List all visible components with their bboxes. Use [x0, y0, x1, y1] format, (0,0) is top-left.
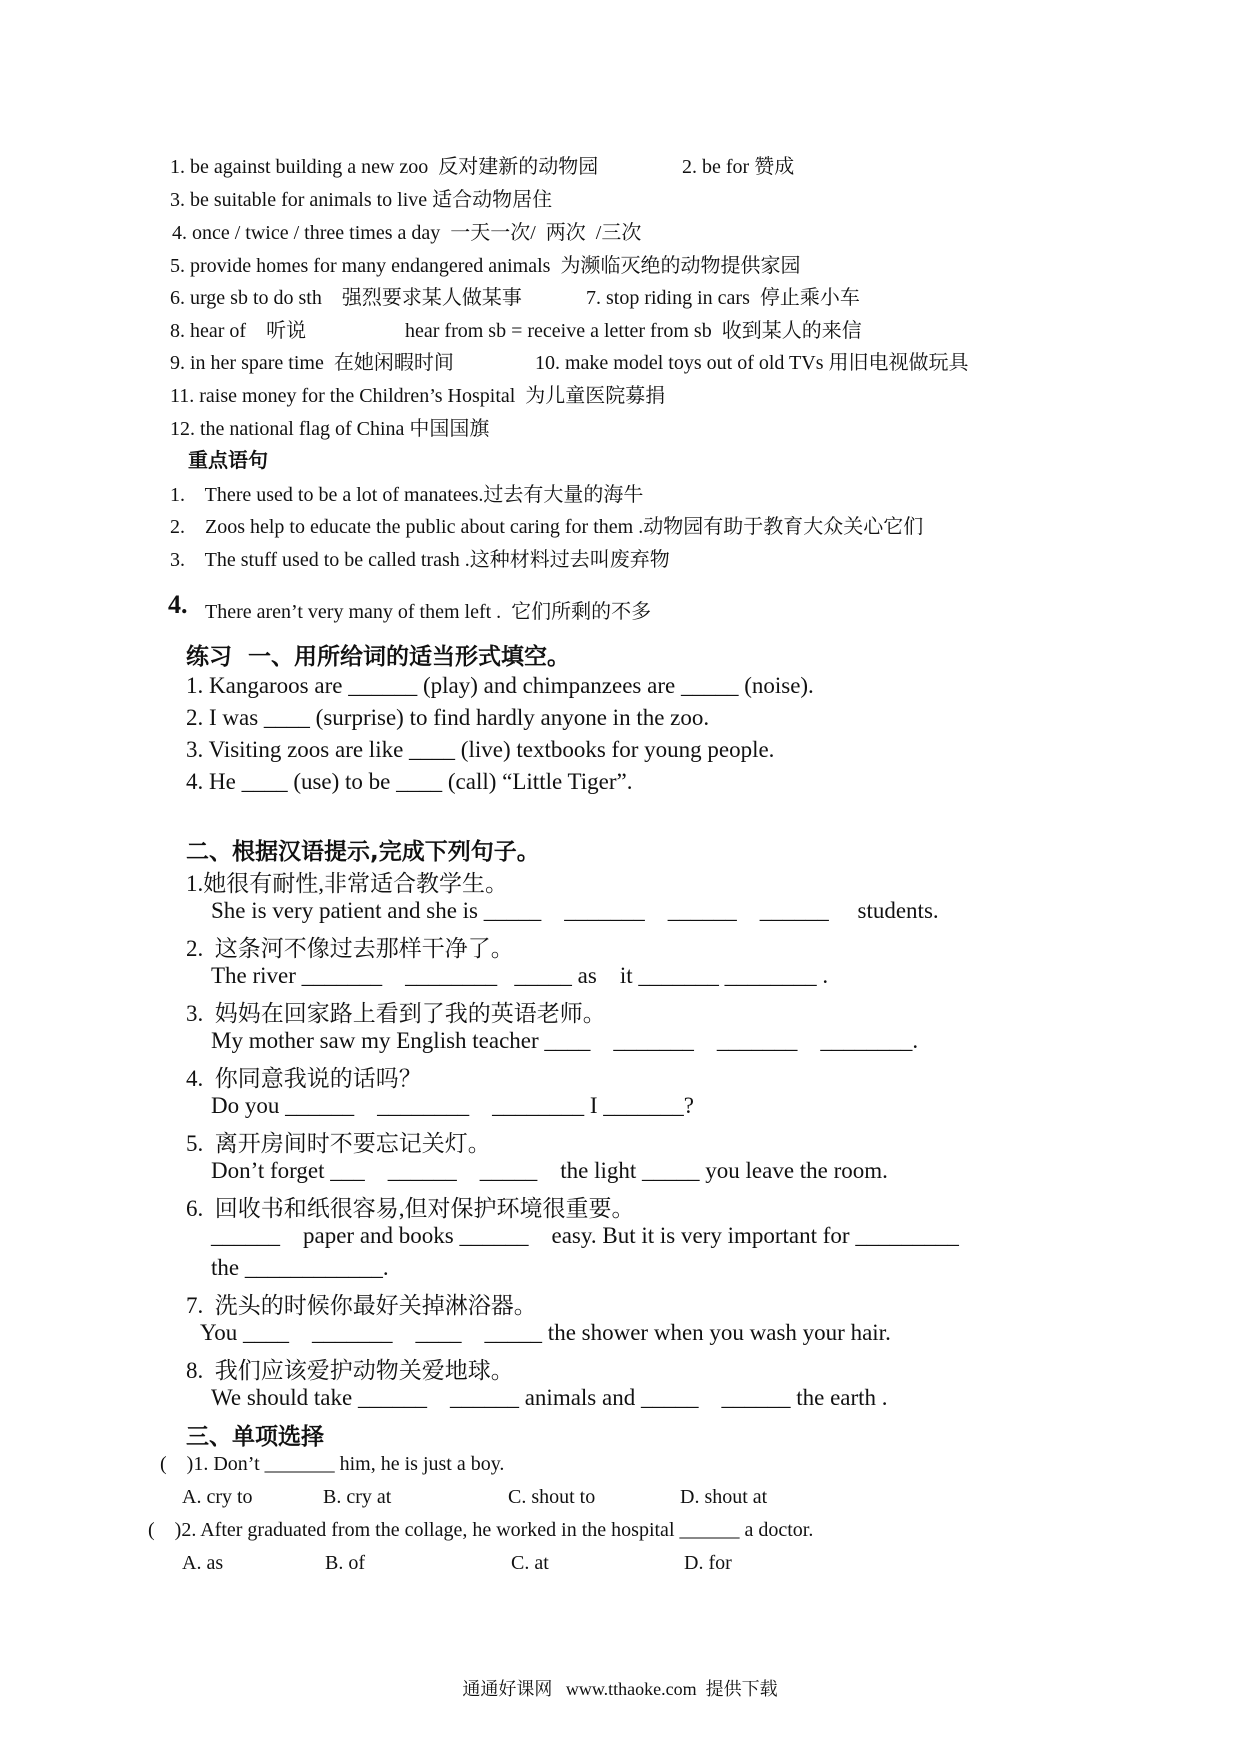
- exercise-2-q6-english-cont: the ____________.: [211, 1255, 389, 1280]
- exercise-1-heading: 练习 一、用所给词的适当形式填空。: [186, 644, 571, 670]
- exercise-1-q3: 3. Visiting zoos are like ____ (live) textbooks for young people.: [186, 737, 775, 762]
- key-sentence-1: 1. There used to be a lot of manatees.过去有大量的海牛: [170, 484, 644, 506]
- exercise-2-q7-chinese: 7. 洗头的时候你最好关掉淋浴器。: [186, 1293, 537, 1318]
- phrase-8a: 8. hear of 听说: [170, 320, 307, 342]
- exercise-3-heading: 三、单项选择: [186, 1424, 324, 1450]
- exercise-2-q7-english: You ____ _______ ____ _____ the shower when you wash your hair.: [200, 1320, 891, 1345]
- exercise-2-q1-chinese: 1.她很有耐性,非常适合教学生。: [186, 871, 508, 896]
- exercise-3-q1-option-b: B. cry at: [323, 1486, 392, 1508]
- key-sentence-2: 2. Zoos help to educate the public about caring for them .动物园有助于教育大众关心它们: [170, 516, 924, 538]
- exercise-1-q2: 2. I was ____ (surprise) to find hardly anyone in the zoo.: [186, 705, 710, 730]
- exercise-2-q4-english: Do you ______ ________ ________ I _______?: [211, 1093, 694, 1118]
- exercise-3-q2-option-a: A. as: [182, 1552, 224, 1574]
- phrase-6: 6. urge sb to do sth 强烈要求某人做某事: [170, 287, 522, 309]
- exercise-3-q2: ( )2. After graduated from the collage, he worked in the hospital ______ a doctor.: [148, 1519, 814, 1541]
- phrase-8b: hear from sb = receive a letter from sb 收到某人的来信: [405, 320, 862, 342]
- key-sentence-4-number: 4.: [168, 590, 188, 619]
- phrase-1: 1. be against building a new zoo 反对建新的动物园: [170, 156, 599, 178]
- exercise-3-q2-option-b: B. of: [325, 1552, 365, 1574]
- phrase-11: 11. raise money for the Children’s Hospital 为儿童医院募捐: [170, 385, 666, 407]
- phrase-2: 2. be for 赞成: [682, 156, 795, 178]
- key-sentence-4: There aren’t very many of them left . 它们所剩的不多: [205, 601, 652, 623]
- exercise-2-q3-english: My mother saw my English teacher ____ _______ _______ ________.: [211, 1028, 919, 1053]
- exercise-2-q2-english: The river _______ ________ _____ as it _______ ________ .: [211, 963, 829, 988]
- phrase-3: 3. be suitable for animals to live 适合动物居住: [170, 189, 553, 211]
- exercise-2-q6-chinese: 6. 回收书和纸很容易,但对保护环境很重要。: [186, 1196, 635, 1221]
- exercise-1-q1: 1. Kangaroos are ______ (play) and chimpanzees are _____ (noise).: [186, 673, 814, 698]
- phrase-9: 9. in her spare time 在她闲暇时间: [170, 352, 454, 374]
- phrase-4: 4. once / twice / three times a day 一天一次/ 两次 /三次: [172, 222, 642, 244]
- footer-credit: 通通好课网 www.tthaoke.com 提供下载: [462, 1679, 778, 1699]
- exercise-3-q2-option-c: C. at: [511, 1552, 549, 1574]
- exercise-2-q5-english: Don’t forget ___ ______ _____ the light _____ you leave the room.: [211, 1158, 888, 1183]
- exercise-2-q2-chinese: 2. 这条河不像过去那样干净了。: [186, 936, 514, 961]
- exercise-1-q4: 4. He ____ (use) to be ____ (call) “Little Tiger”.: [186, 769, 633, 794]
- exercise-2-q8-english: We should take ______ ______ animals and _____ ______ the earth .: [211, 1385, 888, 1410]
- phrase-12: 12. the national flag of China 中国国旗: [170, 418, 490, 440]
- exercise-2-q3-chinese: 3. 妈妈在回家路上看到了我的英语老师。: [186, 1001, 606, 1026]
- exercise-3-q1-option-a: A. cry to: [182, 1486, 253, 1508]
- exercise-2-q8-chinese: 8. 我们应该爱护动物关爱地球。: [186, 1358, 514, 1383]
- exercise-3-q1-option-c: C. shout to: [508, 1486, 596, 1508]
- key-sentence-3: 3. The stuff used to be called trash .这种材料过去叫废弃物: [170, 549, 670, 571]
- exercise-2-heading: 二、根据汉语提示,完成下列句子。: [186, 839, 540, 865]
- exercise-2-q1-english: She is very patient and she is _____ _______ ______ ______ students.: [211, 898, 939, 923]
- exercise-2-q5-chinese: 5. 离开房间时不要忘记关灯。: [186, 1131, 491, 1156]
- phrase-5: 5. provide homes for many endangered animals 为濒临灭绝的动物提供家园: [170, 255, 801, 277]
- exercise-3-q2-option-d: D. for: [684, 1552, 732, 1574]
- phrase-10: 10. make model toys out of old TVs 用旧电视做玩具: [535, 352, 969, 374]
- exercise-3-q1-option-d: D. shout at: [680, 1486, 768, 1508]
- key-sentences-heading: 重点语句: [188, 448, 268, 472]
- exercise-2-q6-english: ______ paper and books ______ easy. But it is very important for _________: [211, 1223, 959, 1248]
- exercise-3-q1: ( )1. Don’t _______ him, he is just a boy.: [160, 1453, 505, 1475]
- phrase-7: 7. stop riding in cars 停止乘小车: [586, 287, 860, 309]
- exercise-2-q4-chinese: 4. 你同意我说的话吗？: [186, 1066, 422, 1091]
